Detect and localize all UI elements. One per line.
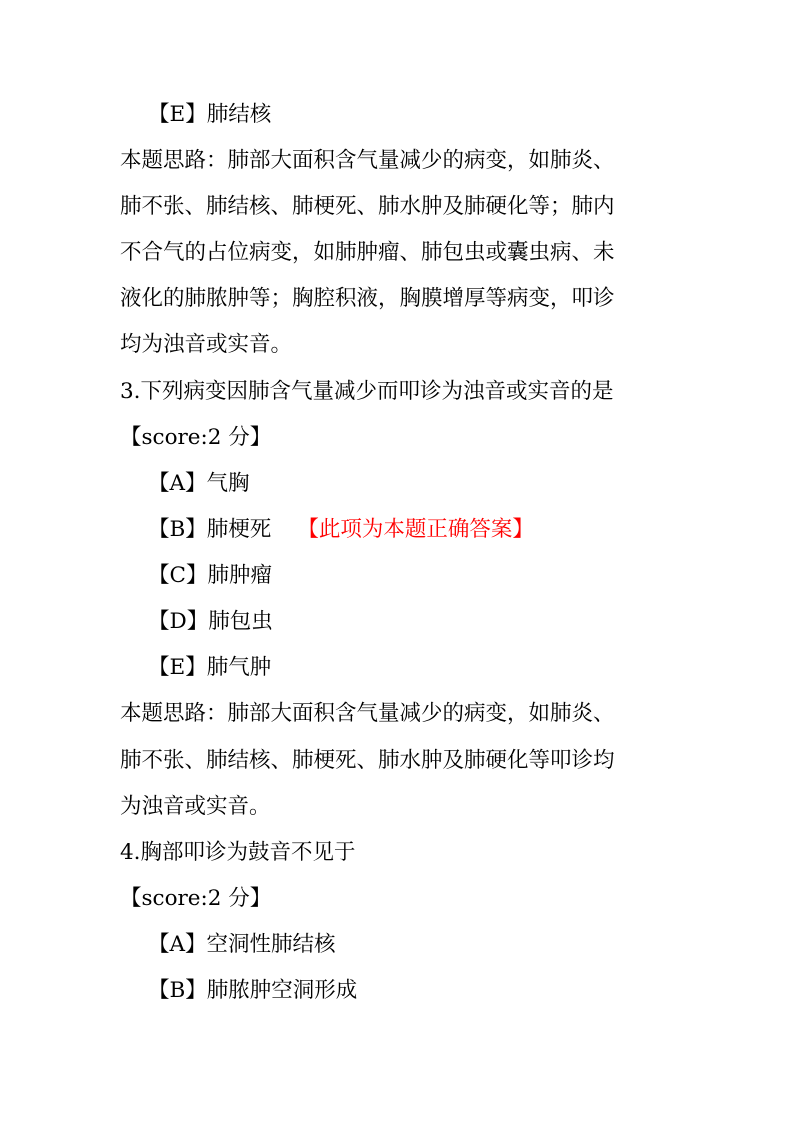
question-4-stem: 4.胸部叩诊为鼓音不见于 <box>120 840 356 865</box>
option-text: 【B】肺脓肿空洞形成 <box>148 978 358 1003</box>
option-line <box>148 922 708 968</box>
correct-answer-mark: 【此项为本题正确答案】 <box>297 517 534 542</box>
option-line-correct <box>148 507 708 553</box>
question-3-score: 【score:2 分】 <box>120 425 272 450</box>
option-line <box>148 92 708 138</box>
question-3-stem: 3.下列病变因肺含气量减少而叩诊为浊音或实音的是 <box>120 379 614 404</box>
option-line <box>148 968 708 1014</box>
explanation-line: 不合气的占位病变，如肺肿瘤、肺包虫或囊虫病、未 <box>120 240 615 265</box>
option-line <box>148 461 708 507</box>
option-text: 【A】空洞性肺结核 <box>148 932 336 957</box>
explanation-line: 均为浊音或实音。 <box>120 332 293 357</box>
option-line <box>148 645 708 691</box>
option-text: 【E】肺气肿 <box>148 655 272 680</box>
option-text: 【D】肺包虫 <box>148 609 273 634</box>
option-text: 【A】气胸 <box>148 471 250 496</box>
option-text: 【B】肺梗死 <box>148 517 272 542</box>
option-line <box>148 599 708 645</box>
option-text: 【E】肺结核 <box>148 102 272 127</box>
option-line <box>148 553 708 599</box>
explanation-line: 液化的肺脓肿等；胸腔积液，胸膜增厚等病变，叩诊 <box>120 286 615 311</box>
explanation-line: 肺不张、肺结核、肺梗死、肺水肿及肺硬化等叩诊均 <box>120 748 615 773</box>
option-text: 【C】肺肿瘤 <box>148 563 272 588</box>
explanation-line: 肺不张、肺结核、肺梗死、肺水肿及肺硬化等；肺内 <box>120 194 615 219</box>
explanation-line: 本题思路：肺部大面积含气量减少的病变，如肺炎、 <box>120 701 615 726</box>
explanation-line: 本题思路：肺部大面积含气量减少的病变，如肺炎、 <box>120 148 615 173</box>
question-4-score: 【score:2 分】 <box>120 886 272 911</box>
explanation-line: 为浊音或实音。 <box>120 794 271 819</box>
